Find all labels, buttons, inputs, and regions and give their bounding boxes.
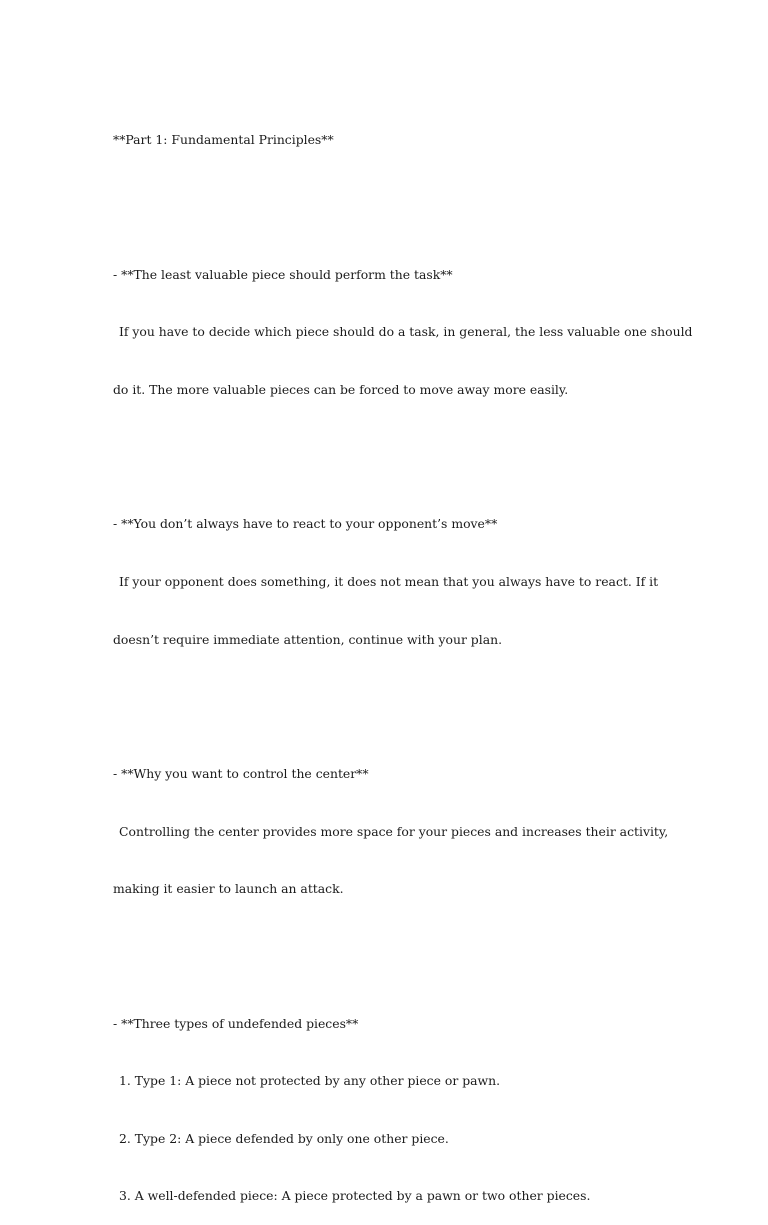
spacer (113, 438, 658, 457)
document-page (113, 92, 693, 1225)
section-body-line: doesn’t require immediate attention, continue with your plan. (113, 631, 503, 647)
section-body-line: If you have to decide which piece should do a task, in general, the less valuable one should (119, 324, 693, 340)
section-title: - **Why you want to control the center** (113, 765, 369, 781)
section-title: - **The least valuable piece should perform the task** (113, 266, 453, 282)
section-body-line: If your opponent does something, it does not mean that you always have to react. If it (119, 573, 659, 589)
document-heading: **Part 1: Fundamental Principles** (113, 132, 334, 148)
section-body-line: do it. The more valuable pieces can be forced to move away more easily. (113, 381, 569, 397)
spacer (113, 188, 658, 207)
section-title: - **You don’t always have to react to your opponent’s move** (113, 516, 498, 532)
section-body-line: making it easier to launch an attack. (113, 881, 344, 897)
section-body-line: Controlling the center provides more space for your pieces and increases their activity, (119, 823, 669, 839)
list-item: 3. A well-defended piece: A piece protected by a pawn or two other pieces. (119, 1188, 591, 1204)
spacer (113, 937, 658, 956)
spacer (113, 687, 658, 706)
list-item: 1. Type 1: A piece not protected by any other piece or pawn. (119, 1073, 501, 1089)
list-item: 2. Type 2: A piece defended by only one other piece. (119, 1130, 449, 1146)
section-title: - **Three types of undefended pieces** (113, 1015, 359, 1031)
